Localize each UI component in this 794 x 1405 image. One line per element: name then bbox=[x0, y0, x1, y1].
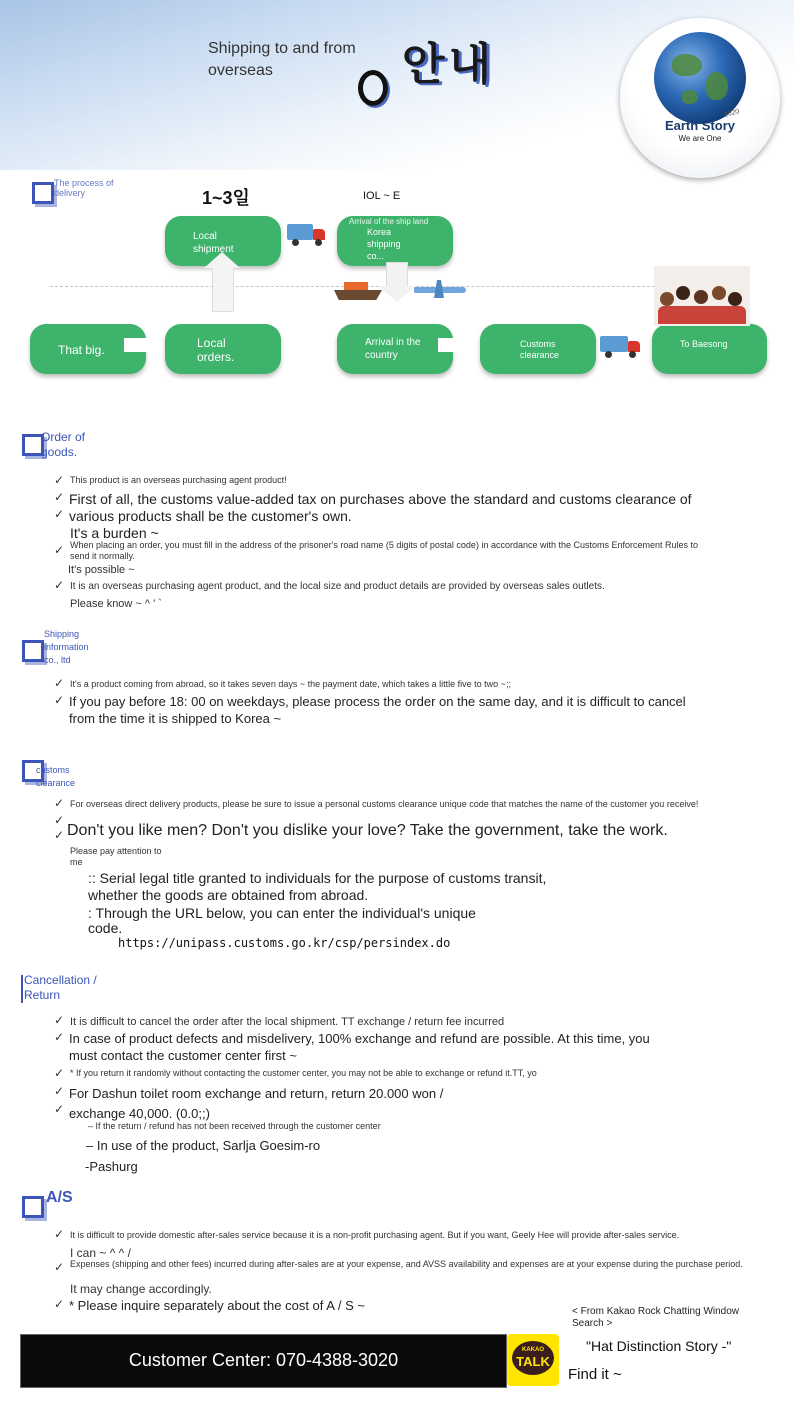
order-possible: It's possible ~ bbox=[68, 564, 135, 576]
order-item-2: First of all, the customs value-added tax on purchases above the standard and customs clearance of bbox=[69, 491, 692, 507]
box-customs-clearance bbox=[480, 324, 596, 374]
page-title-korean: 안내 bbox=[402, 40, 496, 89]
ship-icon bbox=[334, 280, 382, 304]
airplane-icon bbox=[414, 280, 466, 298]
cancel-in-use: – In use of the product, Sarlja Goesim-ro bbox=[86, 1138, 321, 1153]
check-icon: ✓ bbox=[54, 1084, 65, 1098]
down-arrow-head-icon bbox=[378, 286, 416, 302]
check-icon: ✓ bbox=[54, 1227, 65, 1241]
section-marker-icon bbox=[22, 640, 44, 662]
check-icon: ✓ bbox=[54, 507, 65, 521]
box-local-shipment-label: Local shipment bbox=[193, 231, 234, 255]
box-to-baesong bbox=[652, 324, 767, 374]
truck-icon bbox=[600, 334, 642, 358]
customs-item-1: For overseas direct delivery products, please be sure to issue a personal customs clearance unique code that matches the name of the customer you receive! bbox=[70, 799, 699, 809]
cancel-item-5: exchange 40,000. (0.0;;) bbox=[69, 1106, 210, 1121]
logo-name: Earth Story bbox=[664, 118, 736, 133]
right-arrow-icon bbox=[124, 338, 156, 352]
title-ornament-icon bbox=[358, 70, 388, 106]
up-arrow-head-icon bbox=[204, 252, 240, 268]
logo-year: 2020 bbox=[723, 108, 741, 119]
as-may-change: It may change accordingly. bbox=[70, 1282, 212, 1296]
shipping-continued: from the time it is shipped to Korea ~ bbox=[69, 711, 282, 726]
hat-story-name: "Hat Distinction Story -" bbox=[586, 1338, 732, 1354]
truck-icon bbox=[287, 222, 327, 246]
box-korea-shipping-label: Korea shipping co... bbox=[367, 227, 401, 261]
kakao-big-label: TALK bbox=[516, 1354, 550, 1369]
kakao-search-line-1: < From Kakao Rock Chatting Window bbox=[572, 1306, 740, 1317]
order-burden: It's a burden ~ bbox=[70, 525, 159, 541]
section-marker-icon bbox=[32, 182, 54, 204]
check-icon: ✓ bbox=[54, 796, 65, 810]
check-icon: ✓ bbox=[54, 1297, 65, 1311]
check-icon: ✓ bbox=[54, 1102, 65, 1116]
kakao-search-hint bbox=[572, 1306, 739, 1330]
customs-through-1: : Through the URL below, you can enter the individual's unique bbox=[88, 905, 476, 921]
find-it-label: Find it ~ bbox=[568, 1366, 622, 1383]
cancel-item-4: For Dashun toilet room exchange and return, return 20.000 won / bbox=[69, 1086, 444, 1101]
cancel-item-3: * If you return it randomly without contacting the customer center, you may not be able to exchange or refund it.TT, yo bbox=[70, 1068, 537, 1078]
shipping-item-2: If you pay before 18: 00 on weekdays, please process the order on the same day, and it is difficult to cancel bbox=[69, 694, 686, 709]
kakao-small-label: KAKAO bbox=[522, 1347, 544, 1353]
customs-attention: Please pay attention to me bbox=[70, 846, 162, 867]
customs-through-2: code. bbox=[88, 920, 123, 936]
days-label: 1~3일 bbox=[202, 188, 250, 208]
box-arrival-country bbox=[337, 324, 453, 374]
check-icon: ✓ bbox=[54, 543, 65, 557]
earth-story-logo bbox=[620, 18, 780, 178]
check-icon: ✓ bbox=[54, 490, 65, 504]
check-icon: ✓ bbox=[54, 813, 65, 827]
shipping-item-1: It's a product coming from abroad, so it takes seven days ~ the payment date, which takes a little five to two ~;; bbox=[70, 679, 511, 689]
box-that-big-label: That big. bbox=[58, 343, 105, 357]
cancel-section-label: Cancellation / Return bbox=[24, 973, 97, 1002]
customs-item-3: Don't you like men? Don't you dislike your love? Take the government, take the work. bbox=[67, 822, 668, 839]
customer-center-phone[interactable]: Customer Center: 070-4388-3020 bbox=[128, 1350, 399, 1370]
section-marker-icon bbox=[22, 1196, 44, 1218]
page-title-english: Shipping to and from overseas bbox=[208, 40, 356, 79]
check-icon: ✓ bbox=[54, 578, 65, 592]
customs-serial-2: whether the goods are obtained from abroad. bbox=[88, 887, 369, 903]
cancel-must-contact: must contact the customer center first ~ bbox=[69, 1048, 297, 1063]
cancel-in-use-text: In use of the product, Sarlja Goesim-ro bbox=[96, 1138, 321, 1153]
box-customs-label: Customs clearance bbox=[520, 339, 560, 360]
iol-label: IOL ~ E bbox=[363, 190, 401, 202]
box-local-orders-label: Local orders. bbox=[197, 336, 235, 364]
as-i-can: I can ~ ^ ^ / bbox=[70, 1246, 131, 1260]
check-icon: ✓ bbox=[54, 693, 65, 707]
customs-section-label: customs clearance bbox=[36, 765, 76, 788]
customs-url-link[interactable]: https://unipass.customs.go.kr/csp/persindex.do bbox=[118, 936, 451, 950]
check-icon: ✓ bbox=[54, 676, 65, 690]
kakao-search-line-2: Search > bbox=[572, 1318, 613, 1329]
order-item-5: It is an overseas purchasing agent product, and the local size and product details are provided by overseas sales outlets. bbox=[70, 581, 605, 592]
box-local-orders bbox=[165, 324, 281, 374]
shipping-section-label: Shipping information co., ltd bbox=[44, 629, 89, 665]
arrival-ship-label: Arrival of the ship land bbox=[349, 217, 429, 226]
section-marker-icon bbox=[21, 975, 23, 1003]
order-section-label: Order of goods. bbox=[41, 430, 86, 459]
cancel-not-received-text: If the return / refund has not been received through the customer center bbox=[95, 1121, 381, 1131]
check-icon: ✓ bbox=[54, 1013, 65, 1027]
box-korea-shipping bbox=[337, 216, 453, 266]
cancel-not-received: – If the return / refund has not been received through the customer center bbox=[88, 1121, 381, 1131]
kakao-talk-icon[interactable] bbox=[507, 1334, 559, 1386]
check-icon: ✓ bbox=[54, 1260, 65, 1274]
box-arrival-country-label: Arrival in the country bbox=[365, 337, 421, 361]
as-item-3: * Please inquire separately about the cost of A / S ~ bbox=[69, 1298, 365, 1313]
logo-tagline: We are One bbox=[678, 134, 722, 143]
people-icon bbox=[654, 266, 750, 326]
as-section-label: A/S bbox=[46, 1189, 73, 1206]
check-icon: ✓ bbox=[54, 828, 65, 842]
check-icon: ✓ bbox=[54, 473, 65, 487]
order-item-3: various products shall be the customer's own. bbox=[69, 508, 352, 524]
box-to-baesong-label: To Baesong bbox=[680, 339, 728, 349]
cancel-item-1: It is difficult to cancel the order after the local shipment. TT exchange / return fee incurred bbox=[70, 1016, 505, 1028]
cancel-item-2: In case of product defects and misdelivery, 100% exchange and refund are possible. At this time, you bbox=[69, 1031, 650, 1046]
right-arrow-icon bbox=[438, 338, 472, 352]
order-item-1: This product is an overseas purchasing agent product! bbox=[70, 475, 287, 485]
process-section-label: The process of delivery bbox=[54, 178, 114, 198]
as-item-1: It is difficult to provide domestic after-sales service because it is a non-profit purchasing agent. But if you want, Geely Hee will provide after-sales service. bbox=[70, 1230, 680, 1240]
cancel-pashurg: -Pashurg bbox=[85, 1159, 138, 1174]
order-item-4: When placing an order, you must fill in the address of the prisoner's road name (5 digits of postal code) in accordance with the Customs Enforcement Rules to send it normally. bbox=[70, 540, 699, 561]
as-item-2: Expenses (shipping and other fees) incurred during after-sales are at your expense, and AVSS availability and expenses are at your expense during the purchase period. bbox=[70, 1259, 743, 1269]
order-please-know: Please know ~ ^ ' ` bbox=[70, 598, 162, 610]
check-icon: ✓ bbox=[54, 1066, 65, 1080]
up-arrow-icon bbox=[212, 266, 234, 312]
customer-center-banner bbox=[20, 1334, 507, 1388]
check-icon: ✓ bbox=[54, 1030, 65, 1044]
customs-serial-1: :: Serial legal title granted to individuals for the purpose of customs transit, bbox=[88, 870, 547, 886]
